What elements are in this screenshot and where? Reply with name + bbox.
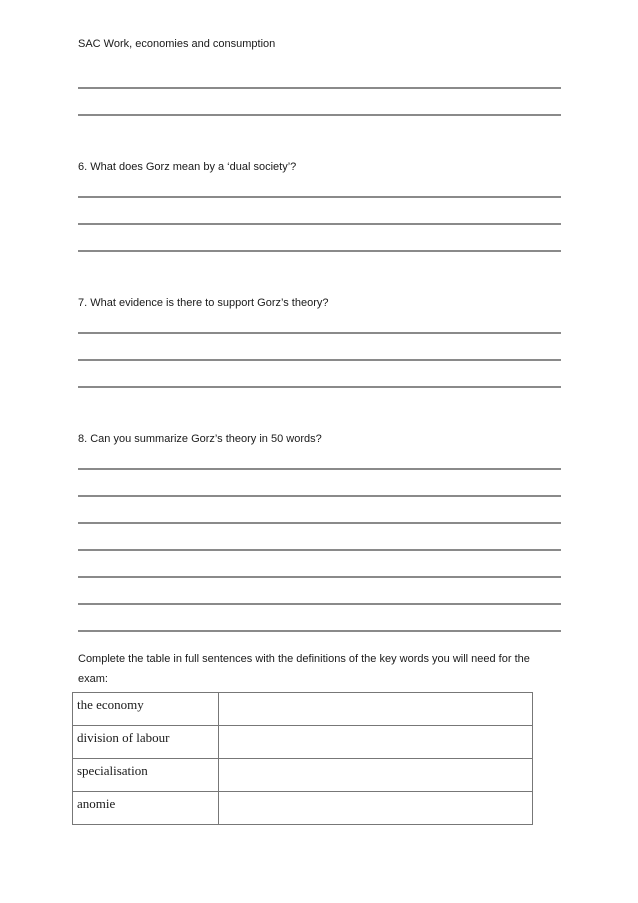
term-cell: division of labour (73, 726, 219, 759)
answer-line[interactable] (78, 223, 561, 225)
answer-line[interactable] (78, 495, 561, 497)
definition-cell[interactable] (219, 726, 533, 759)
answer-line[interactable] (78, 576, 561, 578)
term-cell: anomie (73, 792, 219, 825)
term-cell: the economy (73, 693, 219, 726)
question-8-text: 8. Can you summarize Gorz’s theory in 50 words? (78, 433, 322, 445)
page-header-title: SAC Work, economies and consumption (78, 38, 276, 50)
table-row (73, 792, 533, 825)
answer-line[interactable] (78, 250, 561, 252)
answer-line[interactable] (78, 386, 561, 388)
answer-line[interactable] (78, 603, 561, 605)
answer-line[interactable] (78, 114, 561, 116)
answer-line[interactable] (78, 196, 561, 198)
answer-line[interactable] (78, 522, 561, 524)
definition-cell[interactable] (219, 759, 533, 792)
answer-line[interactable] (78, 359, 561, 361)
answer-line[interactable] (78, 468, 561, 470)
table-row (73, 759, 533, 792)
question-6-text: 6. What does Gorz mean by a ‘dual society’? (78, 161, 297, 173)
term-cell: specialisation (73, 759, 219, 792)
answer-line[interactable] (78, 87, 561, 89)
definition-cell[interactable] (219, 693, 533, 726)
key-words-table (72, 692, 533, 825)
answer-line[interactable] (78, 549, 561, 551)
table-row (73, 726, 533, 759)
answer-line[interactable] (78, 630, 561, 632)
definition-cell[interactable] (219, 792, 533, 825)
table-instruction: Complete the table in full sentences with the definitions of the key words you will need for the exam: (78, 653, 530, 685)
question-7-text: 7. What evidence is there to support Gorz’s theory? (78, 297, 329, 309)
table-row (73, 693, 533, 726)
answer-line[interactable] (78, 332, 561, 334)
